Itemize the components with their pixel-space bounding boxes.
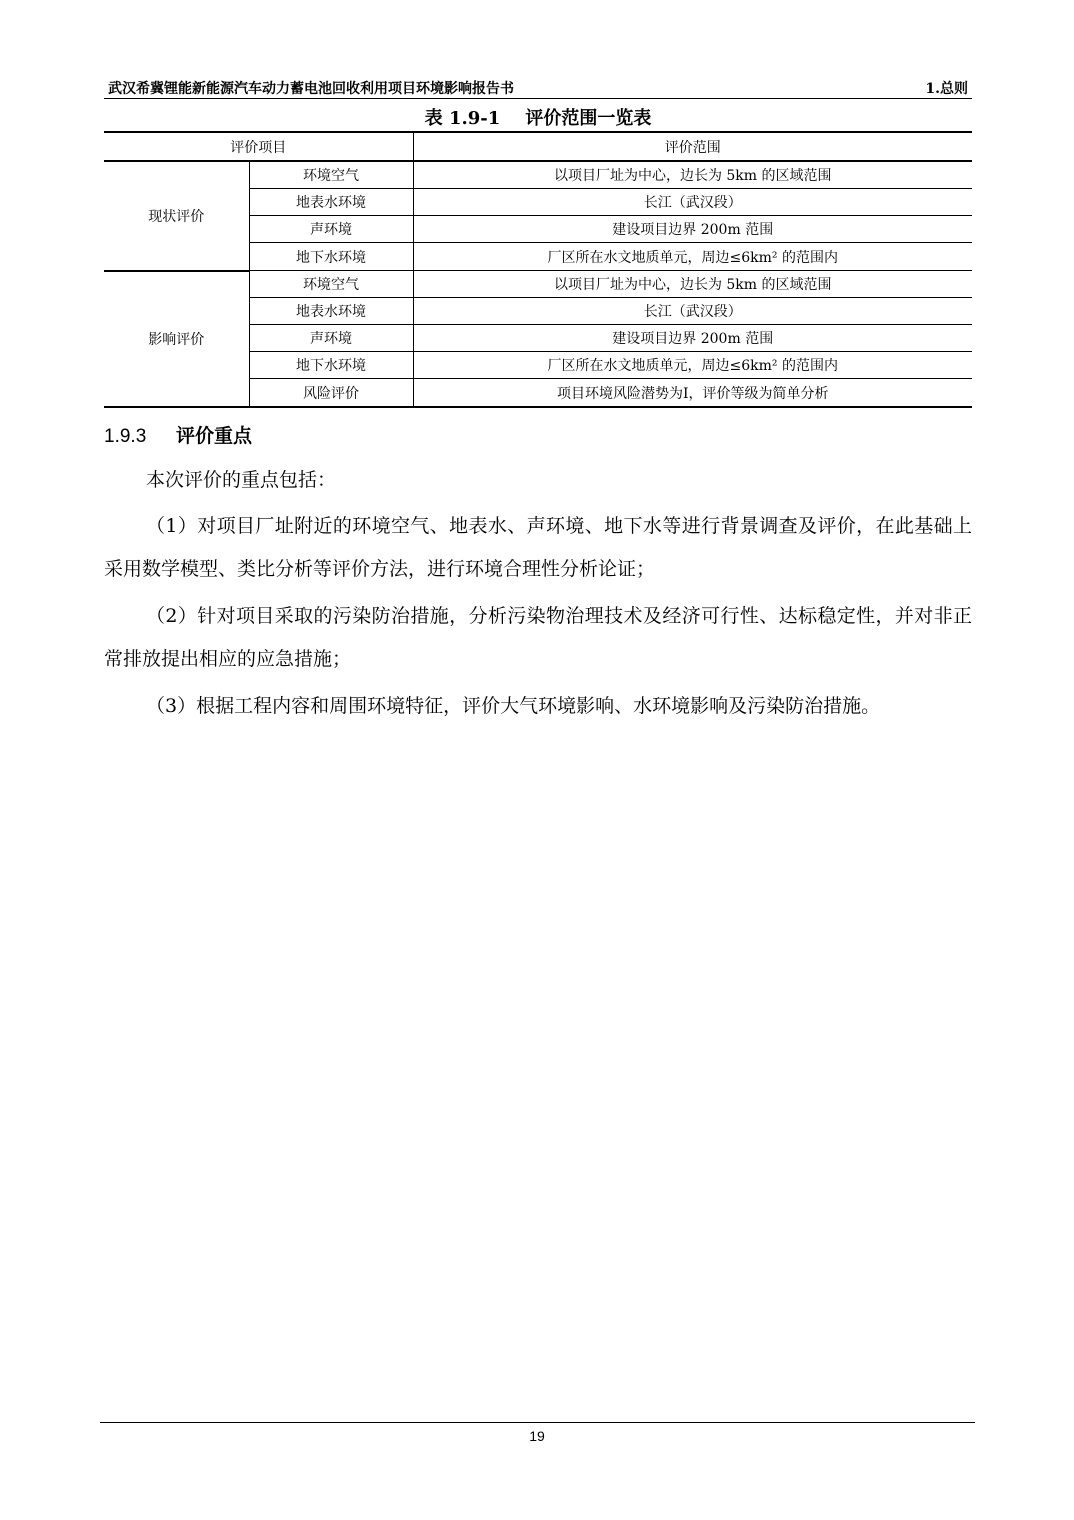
group-name: 现状评价 <box>104 161 249 271</box>
factor-cell: 风险评价 <box>249 379 413 408</box>
scope-cell: 长江（武汉段） <box>413 189 972 216</box>
list-item: （2）针对项目采取的污染防治措施，分析污染物治理技术及经济可行性、达标稳定性，并对非正常排放提出相应的应急措施； <box>104 605 972 670</box>
footer-rule <box>100 1422 975 1423</box>
scope-cell: 厂区所在水文地质单元，周边≤6km² 的范围内 <box>413 352 972 379</box>
scope-cell: 以项目厂址为中心，边长为 5km 的区域范围 <box>413 161 972 189</box>
factor-cell: 环境空气 <box>249 161 413 189</box>
section-heading <box>104 421 252 448</box>
table-row <box>104 271 972 298</box>
scope-cell: 建设项目边界 200m 范围 <box>413 216 972 243</box>
scope-cell: 厂区所在水文地质单元，周边≤6km² 的范围内 <box>413 243 972 271</box>
section-title: 评价重点 <box>176 425 253 447</box>
factor-cell: 地下水环境 <box>249 352 413 379</box>
header-scope: 评价范围 <box>413 132 972 161</box>
factor-cell: 地下水环境 <box>249 243 413 271</box>
factor-cell: 声环境 <box>249 325 413 352</box>
intro-paragraph: 本次评价的重点包括： <box>146 469 337 491</box>
factor-cell: 地表水环境 <box>249 189 413 216</box>
factor-cell: 地表水环境 <box>249 298 413 325</box>
scope-cell: 项目环境风险潜势为I，评价等级为简单分析 <box>413 379 972 408</box>
section-number: 1.9.3 <box>104 426 147 447</box>
factor-cell: 环境空气 <box>249 271 413 298</box>
header-item: 评价项目 <box>104 132 413 161</box>
scope-cell: 长江（武汉段） <box>413 298 972 325</box>
scope-cell: 建设项目边界 200m 范围 <box>413 325 972 352</box>
report-title: 武汉希冀锂能新能源汽车动力蓄电池回收利用项目环境影响报告书 <box>108 81 514 97</box>
table-row <box>104 161 972 189</box>
page-number: 19 <box>529 1428 545 1444</box>
scope-cell: 以项目厂址为中心，边长为 5km 的区域范围 <box>413 271 972 298</box>
chapter-label: 1.总则 <box>925 81 968 97</box>
table-caption: 表 1.9-1 评价范围一览表 <box>424 108 652 129</box>
group-name: 影响评价 <box>104 271 249 408</box>
list-item: （1）对项目厂址附近的环境空气、地表水、声环境、地下水等进行背景调查及评价，在此基础上采用数学模型、类比分析等评价方法，进行环境合理性分析论证； <box>104 515 972 580</box>
page-header <box>104 76 972 99</box>
list-item: （3）根据工程内容和周围环境特征，评价大气环境影响、水环境影响及污染防治措施。 <box>146 695 881 717</box>
table-header-row <box>104 132 972 161</box>
factor-cell: 声环境 <box>249 216 413 243</box>
evaluation-scope-table <box>104 131 972 408</box>
